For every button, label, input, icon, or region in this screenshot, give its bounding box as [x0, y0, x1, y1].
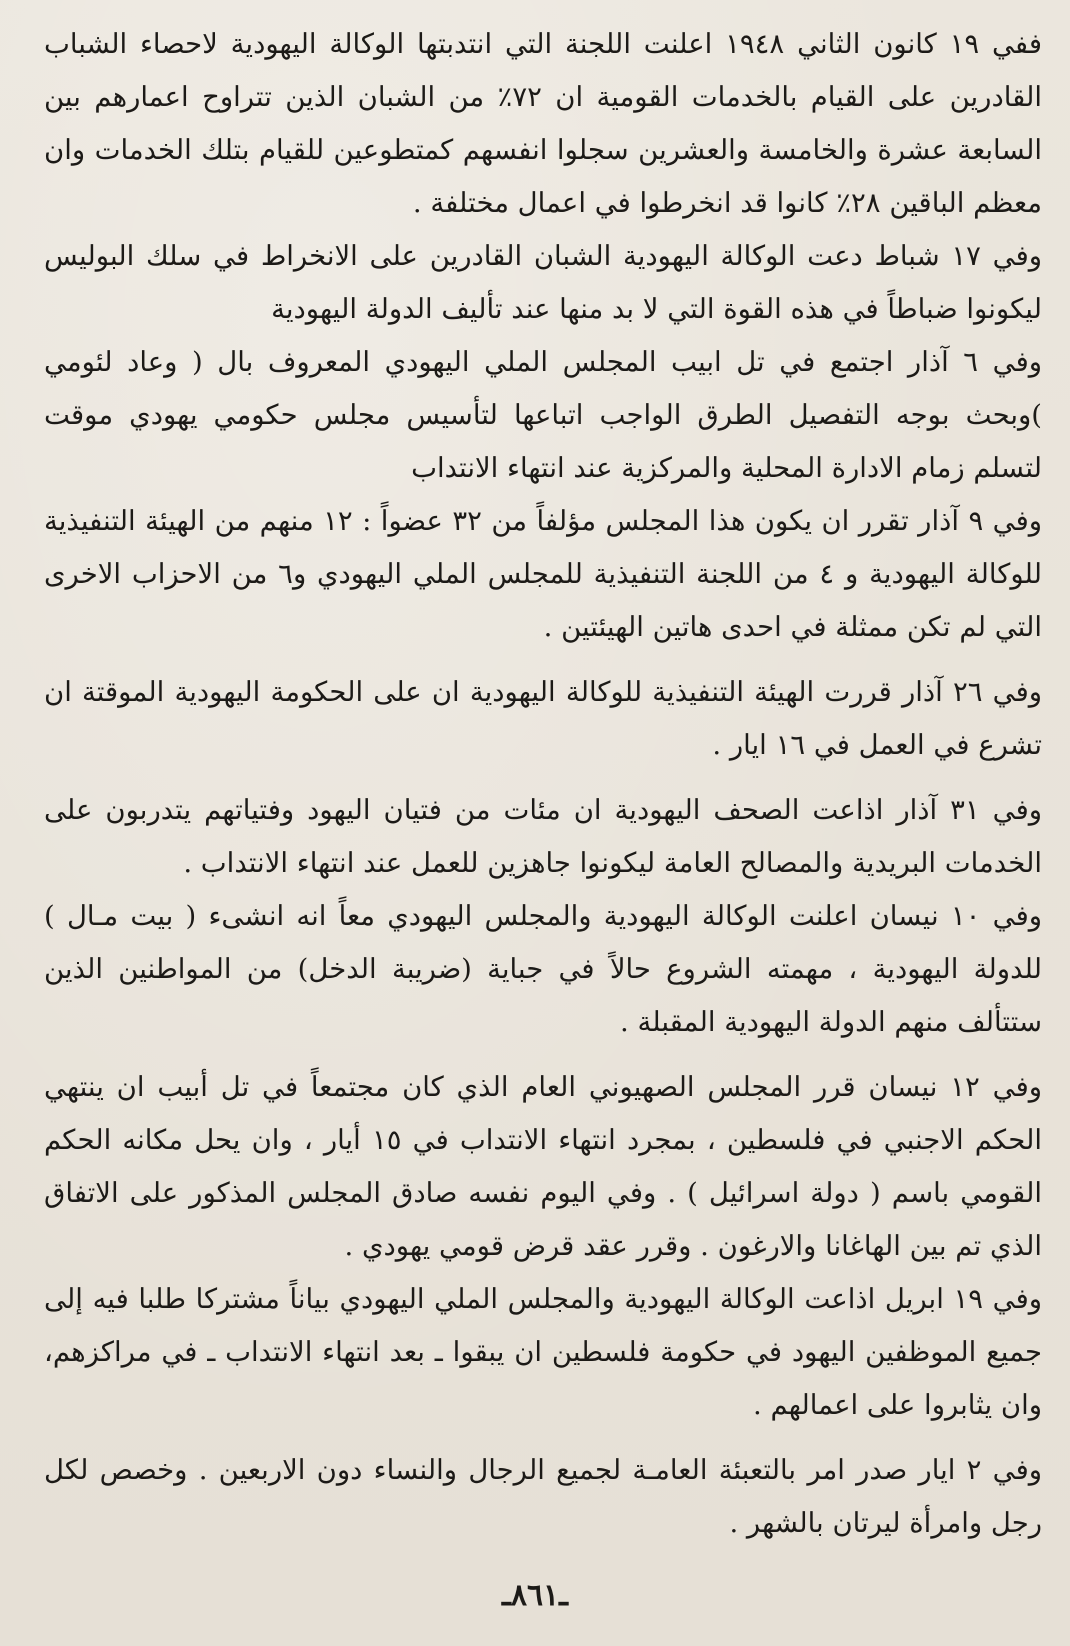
body-text — [44, 18, 1042, 1550]
paragraph-2: وفي ١٧ شباط دعت الوكالة اليهودية الشبان القادرين على الانخراط في سلك البوليس ليكونوا ضباطاً في هذه القوة التي لا بد منها عند تأليف الدولة اليهودية — [44, 240, 1042, 325]
paragraph-8: وفي ١٢ نيسان قرر المجلس الصهيوني العام الذي كان مجتمعاً في تل أبيب ان ينتهي الحكم الاجنبي في فلسطين ، بمجرد انتهاء الانتداب في ١٥ أيار ، وان يحل مكانه الحكم القومي باسم ( دولة اسرائيل ) . وفي اليوم نفسه صادق المجلس المذكور على الاتفاق الذي تم بين الهاغانا والارغون . وقرر عقد قرض قومي يهودي . — [44, 1071, 1042, 1262]
paragraph-5: وفي ٢٦ آذار قررت الهيئة التنفيذية للوكالة اليهودية ان على الحكومة اليهودية الموقتة ان تشرع في العمل في ١٦ ايار . — [44, 676, 1042, 761]
page-number: ـ٨٦١ـ — [502, 1578, 568, 1613]
paragraph-7: وفي ١٠ نيسان اعلنت الوكالة اليهودية والمجلس اليهودي معاً انه انشىء ( بيت مـال ) للدولة اليهودية ، مهمته الشروع حالاً في جباية (ضريبة الدخل) من المواطنين الذين ستتألف منهم الدولة اليهودية المقبلة . — [44, 900, 1042, 1038]
paragraph-9: وفي ١٩ ابريل اذاعت الوكالة اليهودية والمجلس الملي اليهودي بياناً مشتركا طلبا فيه إلى جميع الموظفين اليهود في حكومة فلسطين ان يبقوا ـ بعد انتهاء الانتداب ـ في مراكزهم، وان يثابروا على اعمالهم . — [44, 1283, 1043, 1421]
paragraph-6: وفي ٣١ آذار اذاعت الصحف اليهودية ان مئات من فتيان اليهود وفتياتهم يتدربون على الخدمات البريدية والمصالح العامة ليكونوا جاهزين للعمل عند انتهاء الانتداب . — [44, 794, 1042, 879]
paragraph-4: وفي ٩ آذار تقرر ان يكون هذا المجلس مؤلفاً من ٣٢ عضواً : ١٢ منهم من الهيئة التنفيذية للوكالة اليهودية و ٤ من اللجنة التنفيذية للمجلس الملي اليهودي و٦ من الاحزاب الاخرى التي لم تكن ممثلة في احدى هاتين الهيئتين . — [44, 505, 1043, 643]
paragraph-3: وفي ٦ آذار اجتمع في تل ابيب المجلس الملي اليهودي المعروف بال ( وعاد لئومي )وبحث بوجه التفصيل الطرق الواجب اتباعها لتأسيس مجلس حكومي يهودي موقت لتسلم زمام الادارة المحلية والمركزية عند انتهاء الانتداب — [44, 346, 1042, 484]
paragraph-1: ففي ١٩ كانون الثاني ١٩٤٨ اعلنت اللجنة التي انتدبتها الوكالة اليهودية لاحصاء الشباب القادرين على القيام بالخدمات القومية ان ٧٢٪ من الشبان الذين تتراوح اعمارهم بين السابعة عشرة والخامسة والعشرين سجلوا انفسهم كمتطوعين للقيام بتلك الخدمات وان معظم الباقين ٢٨٪ كانوا قد انخرطوا في اعمال مختلفة . — [44, 28, 1042, 219]
paragraph-10: وفي ٢ ايار صدر امر بالتعبئة العامـة لجميع الرجال والنساء دون الاربعين . وخصص لكل رجل وامرأة ليرتان بالشهر . — [44, 1454, 1042, 1539]
